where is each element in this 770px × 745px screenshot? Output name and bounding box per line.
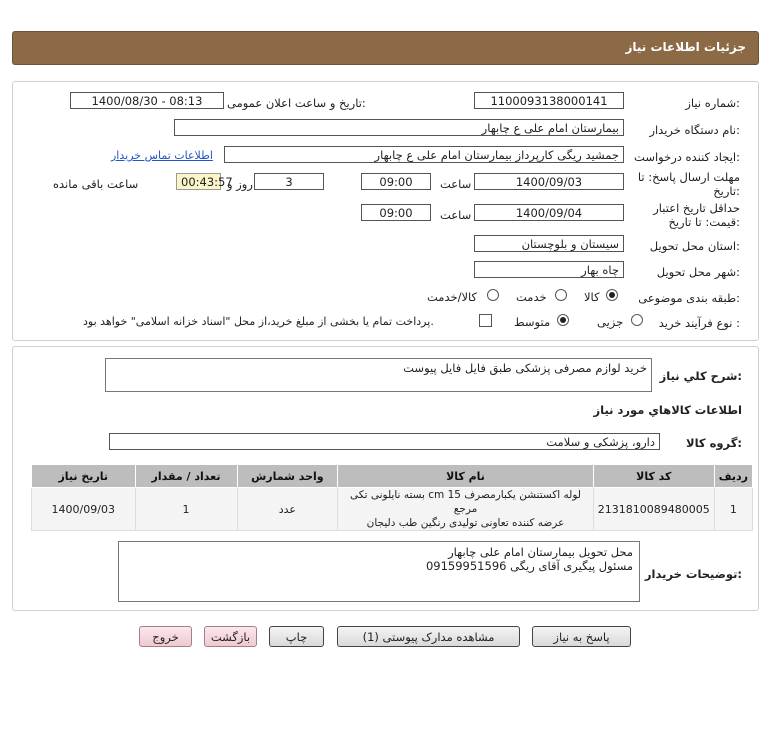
deadline-time-field: 09:00 (361, 173, 431, 190)
summary-label: شرح کلي نياز: (659, 369, 742, 383)
deadline-label-line2: تاریخ: (713, 184, 740, 198)
validity-time-field: 09:00 (361, 204, 431, 221)
category-radio-service[interactable] (555, 289, 567, 301)
cell-code: 2131810089480005 (593, 488, 714, 531)
cell-row: 1 (714, 488, 752, 531)
category-option-service: خدمت (516, 290, 547, 304)
days-field: 3 (254, 173, 324, 190)
days-label: روز و (227, 177, 253, 191)
cell-date: 1400/09/03 (32, 488, 136, 531)
cell-unit: عدد (237, 488, 338, 531)
col-unit: واحد شمارش (237, 465, 338, 488)
attachments-button[interactable]: مشاهده مدارک پیوستی (1) (337, 626, 520, 647)
cell-qty: 1 (135, 488, 237, 531)
validity-label-line2: قیمت: تا تاریخ: (668, 215, 740, 229)
process-option-medium: متوسط (514, 315, 551, 329)
reply-button[interactable]: پاسخ به نیاز (532, 626, 631, 647)
category-radio-goods[interactable] (606, 289, 618, 301)
col-name: نام کالا (338, 465, 594, 488)
buyer-notes-line2: مسئول پیگیری آقای ریگی 09159951596 (425, 559, 633, 573)
back-button[interactable]: بازگشت (204, 626, 257, 647)
category-option-goods-service: کالا/خدمت (427, 290, 478, 304)
requester-field: جمشید ریگی کارپرداز بیمارستان امام علی ع چابهار (224, 146, 624, 163)
col-code: کد کالا (593, 465, 714, 488)
need-number-field: 1100093138000141 (474, 92, 624, 109)
goods-table (31, 464, 753, 531)
goods-section-title: اطلاعات کالاهاي مورد نياز (593, 403, 742, 417)
requester-label: ایجاد کننده درخواست: (634, 150, 740, 164)
col-row: ردیف (714, 465, 752, 488)
need-number-label: شماره نیاز: (685, 96, 740, 110)
buyer-label: نام دستگاه خریدار: (649, 123, 740, 137)
goods-group-field: دارو، پزشکی و سلامت (109, 433, 660, 450)
col-qty: تعداد / مقدار (135, 465, 237, 488)
remaining-label: ساعت باقی مانده (53, 177, 139, 191)
province-label: استان محل تحویل: (649, 239, 740, 253)
col-date: تاریخ نیاز (32, 465, 136, 488)
city-field: چاه بهار (474, 261, 624, 278)
announce-label: تاریخ و ساعت اعلان عمومی: (227, 96, 366, 110)
category-label: طبقه بندی موضوعی: (638, 291, 740, 305)
deadline-time-label: ساعت (440, 177, 472, 191)
summary-field: خرید لوازم مصرفی پزشکی طبق فایل فایل پیوست (105, 358, 652, 392)
process-option-minor: جزیی (597, 315, 624, 329)
buyer-notes-line1: محل تحویل بیمارستان امام علی چابهار (448, 545, 633, 559)
buyer-contact-link[interactable]: اطلاعات تماس خریدار (111, 149, 213, 162)
cell-name (338, 488, 594, 531)
process-radio-medium[interactable] (557, 314, 569, 326)
category-option-goods: کالا (584, 290, 600, 304)
announce-field: 1400/08/30 - 08:13 (70, 92, 224, 109)
process-label: نوع فرآیند خرید : (658, 316, 740, 330)
province-field: سیستان و بلوچستان (474, 235, 624, 252)
print-button[interactable]: چاپ (269, 626, 324, 647)
validity-date-field: 1400/09/04 (474, 204, 624, 221)
deadline-label-line1: مهلت ارسال پاسخ: تا (637, 170, 740, 184)
process-radio-minor[interactable] (631, 314, 643, 326)
category-radio-goods-service[interactable] (487, 289, 499, 301)
need-details-panel (12, 346, 759, 611)
goods-table-header (32, 465, 753, 488)
page-header (12, 31, 759, 65)
page-title: جزئیات اطلاعات نیاز (625, 40, 746, 54)
buyer-notes-box (118, 541, 640, 602)
goods-group-label: گروه کالا: (686, 436, 742, 450)
cell-name-line2: عرضه کننده تعاونی تولیدی رنگین طب دلیجان (366, 517, 565, 529)
cell-name-line1: لوله اکستنشن یکبارمصرف cm 15 بسته نایلونی تکی مرجع (350, 489, 581, 515)
need-info-panel (12, 81, 759, 341)
table-row (32, 488, 753, 531)
deadline-date-field: 1400/09/03 (474, 173, 624, 190)
exit-button[interactable]: خروج (139, 626, 192, 647)
buyer-notes-label: توضیحات خریدار: (644, 567, 742, 581)
remaining-time-field: 00:43:57 (176, 173, 221, 190)
city-label: شهر محل تحویل: (656, 265, 740, 279)
treasury-payment-checkbox[interactable] (479, 314, 492, 327)
buyer-field: بیمارستان امام علی ع چابهار (174, 119, 624, 136)
validity-label-line1: حداقل تاریخ اعتبار (653, 201, 740, 215)
validity-time-label: ساعت (440, 208, 472, 222)
treasury-payment-note: پرداخت تمام یا بخشی از مبلغ خرید،از محل "اسناد خزانه اسلامی" خواهد بود. (83, 315, 434, 328)
